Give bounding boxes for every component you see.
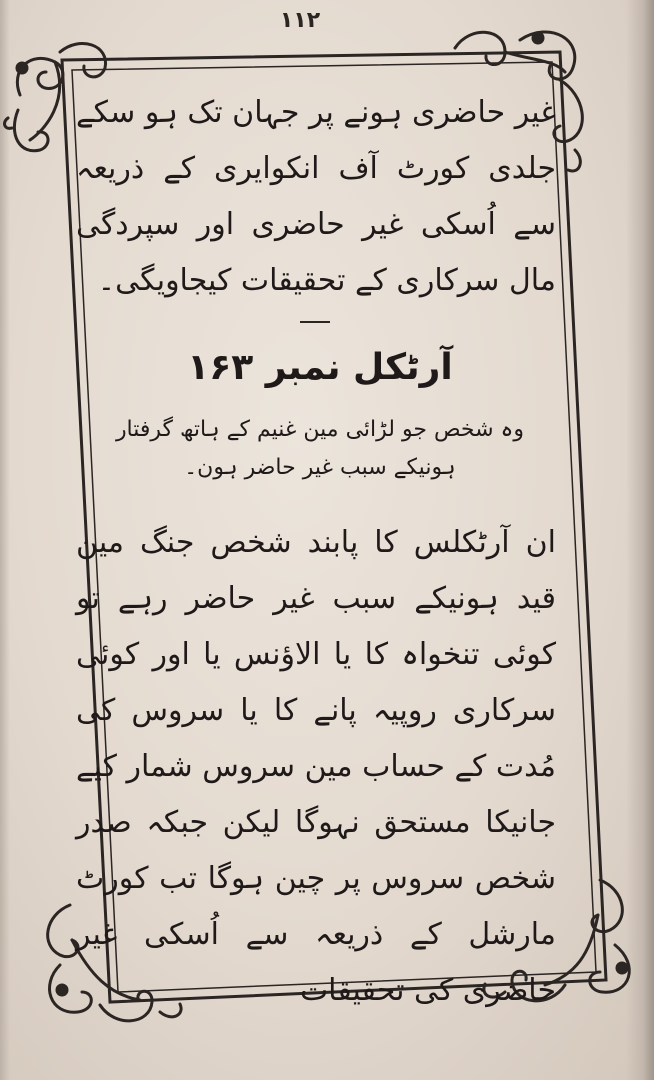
paragraph-2: ان آرٹکلس کا پابند شخص جنگ مین قید ہونیکے سبب غیر حاضر رہے تو کوئی تنخواہ کا یا الاؤنس یا اور کوئی سرکاری روپیہ پانے کا یا سروس کی مُدت کے حساب مین سروس شمار کیے جانیکا مستحق نہوگا لیکن جبکہ صدر شخص سروس پر چین ہوگا تب کورٹ مارشل کے ذریعہ سے اُسکی غیر حاضری کی تحقیقات	[76, 525, 556, 1008]
article-heading: آرٹکل نمبر ۱۶۳	[187, 347, 453, 388]
page-content	[70, 75, 570, 1008]
article-subtitle: وہ شخص جو لڑائی مین غنیم کے ہاتھ گرفتار ہونیکے سبب غیر حاضر ہون۔	[115, 417, 525, 480]
page-number: ۱۱۲	[279, 8, 321, 33]
paragraph-1: غیر حاضری ہونے پر جہان تک ہو سکے جلدی کورٹ آف انکوایری کے ذریعہ سے اُسکی غیر حاضری اور سپردگی مال سرکاری کے تحقیقات کیجاویگی۔	[76, 95, 556, 298]
